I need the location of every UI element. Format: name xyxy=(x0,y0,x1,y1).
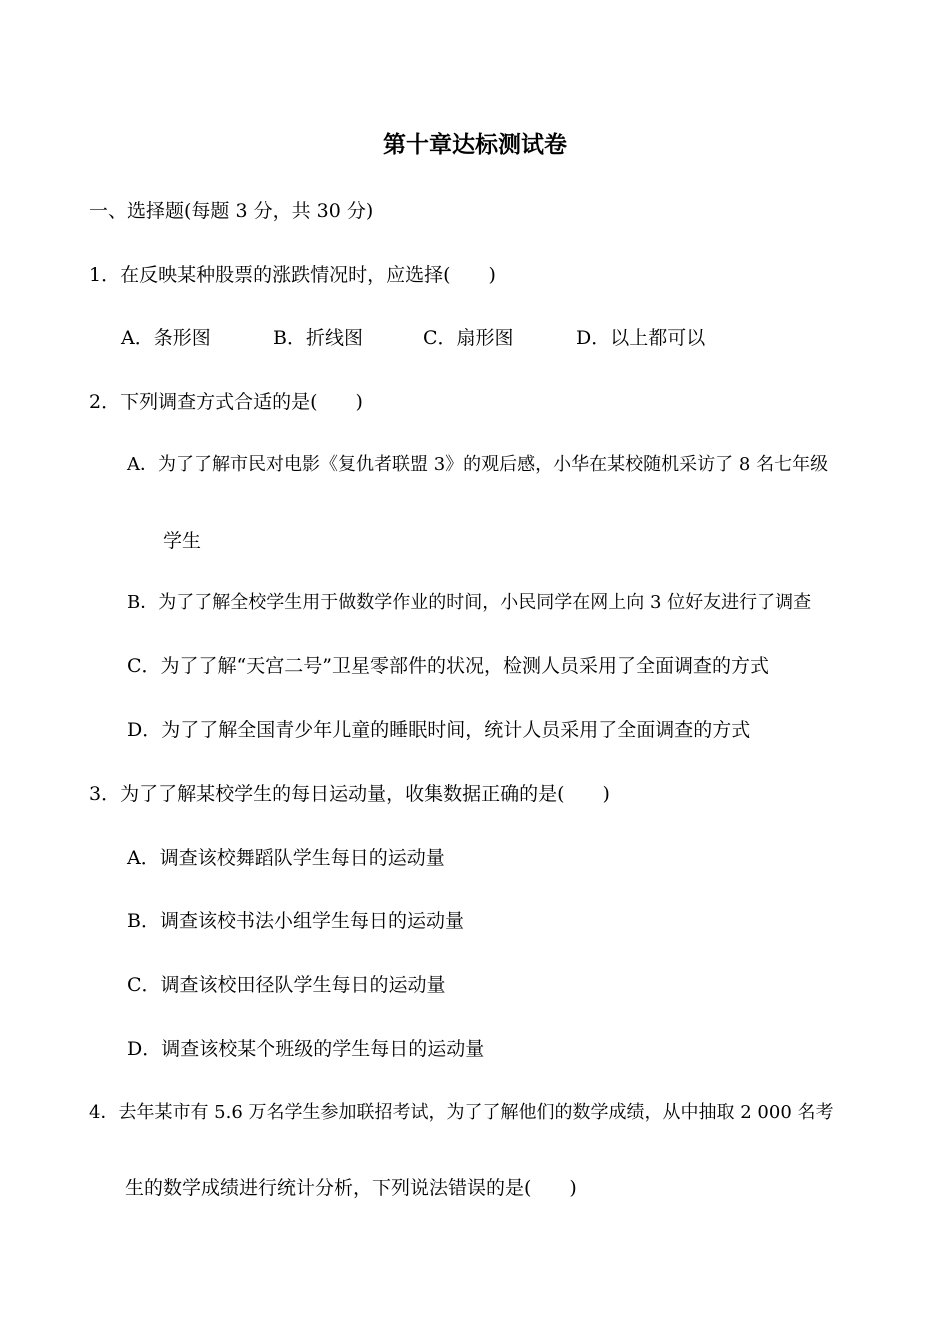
section-heading: 一、选择题(每题 3 分，共 30 分) xyxy=(89,200,374,222)
question-1-option-b: B．折线图 xyxy=(273,327,363,349)
question-1-option-a: A．条形图 xyxy=(121,327,211,349)
question-1-stem: 1．在反映某种股票的涨跌情况时，应选择( ) xyxy=(89,264,496,286)
question-3-option-a: A．调查该校舞蹈队学生每日的运动量 xyxy=(127,847,445,869)
question-3-option-d: D．调查该校某个班级的学生每日的运动量 xyxy=(127,1038,485,1060)
question-4-stem-line2: 生的数学成绩进行统计分析，下列说法错误的是( ) xyxy=(125,1177,577,1199)
question-2-option-d: D．为了了解全国青少年儿童的睡眠时间，统计人员采用了全面调查的方式 xyxy=(127,719,751,741)
page-title: 第十章达标测试卷 xyxy=(383,131,567,158)
question-2-option-a-line2: 学生 xyxy=(163,530,202,552)
question-4-stem-line1: 4．去年某市有 5.6 万名学生参加联招考试，为了了解他们的数学成绩，从中抽取 2 000 名考 xyxy=(89,1102,834,1123)
question-1-option-d: D．以上都可以 xyxy=(576,327,706,349)
question-2-stem: 2．下列调查方式合适的是( ) xyxy=(89,391,363,413)
question-3-option-c: C．调查该校田径队学生每日的运动量 xyxy=(127,974,446,996)
question-3-stem: 3．为了了解某校学生的每日运动量，收集数据正确的是( ) xyxy=(89,783,610,805)
question-2-option-c: C．为了了解“天宫二号”卫星零部件的状况，检测人员采用了全面调查的方式 xyxy=(127,655,769,677)
question-3-option-b: B．调查该校书法小组学生每日的运动量 xyxy=(127,910,464,932)
question-1-option-c: C．扇形图 xyxy=(423,327,514,349)
question-2-option-a-line1: A．为了了解市民对电影《复仇者联盟 3》的观后感，小华在某校随机采访了 8 名七年级 xyxy=(127,454,829,475)
question-2-option-b: B．为了了解全校学生用于做数学作业的时间，小民同学在网上向 3 位好友进行了调查 xyxy=(127,592,812,613)
